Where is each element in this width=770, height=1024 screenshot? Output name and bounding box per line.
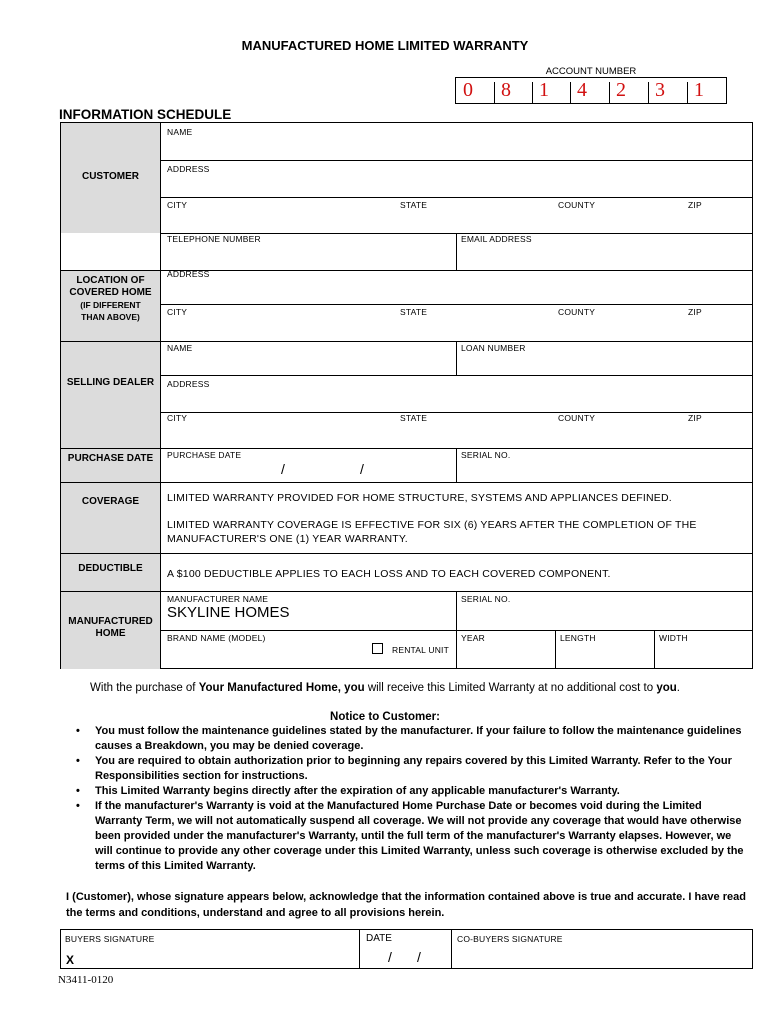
- year-field[interactable]: YEAR: [461, 633, 485, 643]
- deductible-heading: DEDUCTIBLE: [78, 563, 143, 574]
- account-digit: 4: [577, 79, 587, 101]
- signature-x-mark: X: [66, 953, 75, 967]
- account-digit: 1: [539, 79, 549, 101]
- coverage-text-2: LIMITED WARRANTY COVERAGE IS EFFECTIVE FOR SIX (6) YEARS AFTER THE COMPLETION OF THE MANUFACTURER'S ONE (1) YEAR WARRANTY.: [167, 519, 697, 545]
- telephone-field[interactable]: TELEPHONE NUMBER: [167, 234, 261, 244]
- account-digit: 8: [501, 79, 511, 101]
- purchase-statement: With the purchase of Your Manufactured Home, you will receive this Limited Warranty at no additional cost to you.: [90, 682, 680, 694]
- section-divider: [160, 123, 161, 669]
- manufactured-home-heading: MANUFACTURED HOME: [68, 616, 153, 639]
- date-separator: /: [360, 461, 364, 477]
- account-number-box: [455, 77, 727, 104]
- digit-divider: [570, 82, 571, 104]
- notice-list: [75, 724, 750, 874]
- rental-unit-label: RENTAL UNIT: [392, 645, 449, 655]
- width-field[interactable]: WIDTH: [659, 633, 688, 643]
- digit-divider: [648, 82, 649, 104]
- customer-heading: CUSTOMER: [81, 171, 140, 182]
- customer-address-field[interactable]: ADDRESS: [167, 164, 210, 174]
- notice-item: • You must follow the maintenance guidelines stated by the manufacturer. If your failure to follow the maintenance guidelines causes a Breakdown, you may be denied coverage.: [75, 724, 750, 754]
- location-heading: LOCATION OF COVERED HOME (IF DIFFERENT THAN ABOVE): [69, 275, 152, 322]
- dealer-name-field[interactable]: NAME: [167, 343, 193, 353]
- dealer-section-bg: [61, 341, 160, 448]
- buyers-signature-field[interactable]: BUYERS SIGNATURE: [65, 934, 155, 944]
- acknowledgement-text: I (Customer), whose signature appears below, acknowledge that the information contained above is true and accurate. I have read the terms and conditions, understand and agree to all provisions herein.: [66, 891, 746, 919]
- customer-city-field[interactable]: CITY: [167, 200, 188, 210]
- deductible-text: A $100 DEDUCTIBLE APPLIES TO EACH LOSS AND TO EACH COVERED COMPONENT.: [167, 568, 611, 580]
- account-digit: 3: [655, 79, 665, 101]
- home-serial-no-field[interactable]: SERIAL NO.: [461, 594, 511, 604]
- date-separator: /: [417, 949, 421, 965]
- location-zip-field[interactable]: ZIP: [688, 307, 702, 317]
- customer-name-field[interactable]: NAME: [167, 127, 193, 137]
- location-address-field[interactable]: ADDRESS: [167, 269, 210, 279]
- date-separator: /: [388, 949, 392, 965]
- account-digit: 2: [616, 79, 626, 101]
- date-separator: /: [281, 461, 285, 477]
- coverage-text-1: LIMITED WARRANTY PROVIDED FOR HOME STRUCTURE, SYSTEMS AND APPLIANCES DEFINED.: [167, 492, 672, 504]
- account-digit: 1: [694, 79, 704, 101]
- selling-dealer-heading: SELLING DEALER: [66, 377, 155, 388]
- coverage-heading: COVERAGE: [81, 496, 140, 507]
- location-county-field[interactable]: COUNTY: [558, 307, 596, 317]
- document-title: MANUFACTURED HOME LIMITED WARRANTY: [241, 38, 529, 53]
- location-state-field[interactable]: STATE: [400, 307, 428, 317]
- form-number: N3411-0120: [58, 974, 114, 986]
- information-schedule-form: [60, 122, 753, 669]
- serial-no-field[interactable]: SERIAL NO.: [461, 450, 511, 460]
- dealer-zip-field[interactable]: ZIP: [688, 413, 702, 423]
- dealer-city-field[interactable]: CITY: [167, 413, 188, 423]
- dealer-state-field[interactable]: STATE: [400, 413, 428, 423]
- signature-date-field[interactable]: DATE: [366, 933, 392, 944]
- customer-zip-field[interactable]: ZIP: [688, 200, 702, 210]
- notice-item: • You are required to obtain authorization prior to beginning any repairs covered by this Limited Warranty. Refer to the Your Responsibilities section for instructions.: [75, 754, 750, 784]
- digit-divider: [532, 82, 533, 104]
- notice-title: Notice to Customer:: [330, 711, 440, 723]
- rental-unit-checkbox[interactable]: [372, 643, 383, 654]
- dealer-county-field[interactable]: COUNTY: [558, 413, 596, 423]
- digit-divider: [609, 82, 610, 104]
- customer-state-field[interactable]: STATE: [400, 200, 428, 210]
- coverage-section-bg: [61, 482, 160, 553]
- information-schedule-title: INFORMATION SCHEDULE: [59, 107, 232, 122]
- dealer-address-field[interactable]: ADDRESS: [167, 379, 210, 389]
- signature-block: [60, 929, 753, 969]
- purchase-date-heading: PURCHASE DATE: [67, 453, 154, 464]
- length-field[interactable]: LENGTH: [560, 633, 596, 643]
- loan-number-field[interactable]: LOAN NUMBER: [461, 343, 526, 353]
- manufacturer-name-value: SKYLINE HOMES: [167, 604, 290, 621]
- notice-item: • If the manufacturer's Warranty is void at the Manufactured Home Purchase Date or becomes void during the Limited Warranty Term, we will not automatically suspend all coverage. We will not provide any coverage that would have otherwise been provided under the manufacturer's Warranty, until the full term of the manufacturer's Warranty elapses. However, we will continue to provide any other coverage under this Limited Warranty, unless such coverage is otherwise excluded by the terms of this Limited Warranty.: [75, 799, 750, 874]
- notice-item: • This Limited Warranty begins directly after the expiration of any applicable manufacturer's Warranty.: [75, 784, 750, 799]
- location-city-field[interactable]: CITY: [167, 307, 188, 317]
- purchase-date-field[interactable]: PURCHASE DATE: [167, 450, 242, 460]
- digit-divider: [687, 82, 688, 104]
- account-digit: 0: [463, 79, 473, 101]
- email-field[interactable]: EMAIL ADDRESS: [461, 234, 532, 244]
- digit-divider: [494, 82, 495, 104]
- customer-county-field[interactable]: COUNTY: [558, 200, 596, 210]
- manufacturer-name-field[interactable]: MANUFACTURER NAME: [167, 594, 269, 604]
- brand-name-field[interactable]: BRAND NAME (MODEL): [167, 633, 266, 643]
- account-number-label: ACCOUNT NUMBER: [545, 66, 637, 77]
- co-buyers-signature-field[interactable]: CO-BUYERS SIGNATURE: [457, 934, 563, 944]
